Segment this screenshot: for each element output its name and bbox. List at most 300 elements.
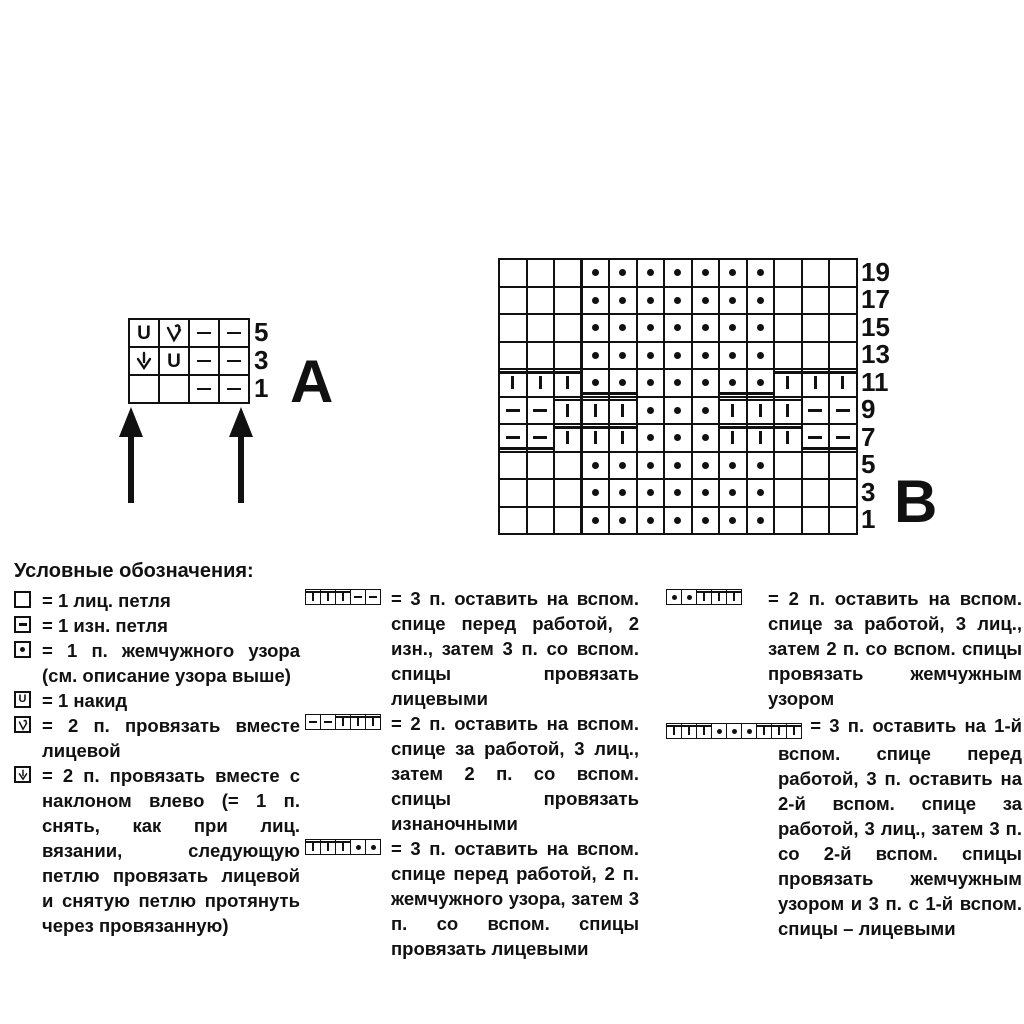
knit-bar-glyph xyxy=(312,843,314,851)
chart-cell xyxy=(775,508,803,536)
knit-bar-glyph xyxy=(566,404,569,417)
chart-cell xyxy=(638,288,666,316)
chart-cell xyxy=(130,320,160,348)
cable-overline xyxy=(321,591,335,593)
row-number-label: 3 xyxy=(861,476,876,507)
cable-overline xyxy=(830,371,856,374)
cable-strip-cell xyxy=(772,724,787,739)
purl-stitch-icon xyxy=(14,616,31,633)
seed-dot-glyph xyxy=(757,379,764,386)
chart-cell xyxy=(190,320,220,348)
chart-b-grid xyxy=(498,258,858,535)
legend-middle-column xyxy=(305,586,639,961)
seed-dot-glyph xyxy=(757,297,764,304)
knit-bar-glyph xyxy=(718,593,720,601)
yarnover-icon: U xyxy=(167,350,181,372)
seed-dot-glyph xyxy=(702,434,709,441)
seed-dot-glyph xyxy=(757,269,764,276)
chart-cell xyxy=(528,370,556,398)
chart-cell xyxy=(528,508,556,536)
knit-bar-glyph xyxy=(786,404,789,417)
cable-underline xyxy=(583,392,609,395)
legend-item-text: = 2 п. провязать вместе с наклоном влево (= 1 п. снять, как при лиц. вязании, следующую петлю провязать лицевой и снятую петлю протянуть через провязанную) xyxy=(42,765,300,936)
seed-dot-glyph xyxy=(647,324,654,331)
chart-cell xyxy=(583,398,611,426)
row-number-label: 11 xyxy=(861,366,889,397)
chart-cell xyxy=(160,320,190,348)
seed-dot-glyph xyxy=(757,462,764,469)
chart-b-letter: B xyxy=(894,468,936,535)
chart-cell xyxy=(775,453,803,481)
cable-overline xyxy=(775,426,801,429)
chart-cell xyxy=(130,376,160,404)
chart-cell xyxy=(830,288,858,316)
row-number-label: 19 xyxy=(861,256,890,287)
chart-cell xyxy=(528,398,556,426)
purl-dash-glyph xyxy=(836,436,850,439)
chart-cell xyxy=(775,315,803,343)
knit-bar-glyph xyxy=(673,727,675,735)
cable-strip-icon xyxy=(305,589,381,605)
cable-overline xyxy=(748,399,774,402)
cable-strip-icon xyxy=(305,839,381,855)
chart-cell xyxy=(610,260,638,288)
cable-underline xyxy=(610,392,636,395)
cable-strip-cell xyxy=(682,724,697,739)
chart-cell xyxy=(775,425,803,453)
chart-cell xyxy=(638,480,666,508)
chart-cell xyxy=(555,260,583,288)
knit-bar-glyph xyxy=(733,593,735,601)
cable-overline xyxy=(555,426,580,429)
seed-dot-glyph xyxy=(647,489,654,496)
knit-bar-glyph xyxy=(688,727,690,735)
seed-dot-glyph xyxy=(592,297,599,304)
chart-cell xyxy=(693,343,721,371)
chart-cell xyxy=(220,376,250,404)
chart-cell xyxy=(220,348,250,376)
seed-dot-glyph xyxy=(647,379,654,386)
yarnover-icon: U xyxy=(18,693,27,705)
legend-right-column xyxy=(666,586,1022,941)
chart-cell xyxy=(803,453,831,481)
cable-strip-cell xyxy=(366,840,381,855)
cable-overline xyxy=(336,591,350,593)
legend-item-text: = 1 лиц. петля xyxy=(42,590,171,611)
chart-cell xyxy=(803,288,831,316)
cable-strip-cell xyxy=(321,590,336,605)
cable-underline xyxy=(803,447,829,450)
seed-dot-glyph xyxy=(729,517,736,524)
purl-dash-glyph xyxy=(227,332,241,335)
seed-dot-glyph xyxy=(729,352,736,359)
cable-overline xyxy=(306,841,320,843)
purl-dash-glyph xyxy=(197,360,211,363)
cable-strip-cell xyxy=(757,724,772,739)
chart-cell xyxy=(665,370,693,398)
row-number-label: 9 xyxy=(861,394,876,425)
knit-bar-glyph xyxy=(759,431,762,444)
chart-cell xyxy=(583,453,611,481)
legend-item xyxy=(14,613,300,638)
chart-cell xyxy=(775,480,803,508)
seed-dot-glyph xyxy=(729,462,736,469)
purl-dash-glyph xyxy=(227,388,241,391)
chart-cell xyxy=(803,370,831,398)
legend-item-text: = 1 п. жемчужного узора (см. описание узора выше) xyxy=(42,640,300,686)
knit-bar-glyph xyxy=(594,431,597,444)
cable-strip-cell xyxy=(667,590,682,605)
purl-dash-glyph xyxy=(533,436,547,439)
seed-dot-glyph xyxy=(619,462,626,469)
seed-dot-glyph xyxy=(747,729,752,734)
knit-symbol xyxy=(14,588,42,608)
chart-cell xyxy=(693,480,721,508)
chart-cell xyxy=(583,315,611,343)
cable-strip-cell xyxy=(336,590,351,605)
knit-bar-glyph xyxy=(566,431,569,444)
chart-cell xyxy=(555,425,583,453)
chart-cell xyxy=(748,453,776,481)
knit-bar-glyph xyxy=(342,843,344,851)
knit-bar-glyph xyxy=(731,404,734,417)
knit-bar-glyph xyxy=(793,727,795,735)
row-number-label: 15 xyxy=(861,311,890,342)
chart-cell xyxy=(803,260,831,288)
chart-a-row-labels xyxy=(254,318,268,402)
seed-dot-glyph xyxy=(619,489,626,496)
chart-cell xyxy=(693,425,721,453)
chart-cell xyxy=(528,315,556,343)
cable-underline xyxy=(748,392,774,395)
cable-legend-item xyxy=(305,711,639,836)
cable-overline xyxy=(336,716,350,718)
cable-overline xyxy=(772,725,786,727)
purl-dash-glyph xyxy=(369,596,377,598)
cable-strip-cell xyxy=(712,724,727,739)
cable-legend-text: = 2 п. оставить на вспом. спице за работой, 3 лиц., затем 2 п. со вспом. спицы провязать изнаночными xyxy=(391,713,639,834)
chart-cell xyxy=(748,480,776,508)
seed-dot-glyph xyxy=(674,269,681,276)
knit-bar-glyph xyxy=(357,718,359,726)
cable-symbol xyxy=(305,836,391,855)
seed-dot-glyph xyxy=(729,297,736,304)
chart-cell xyxy=(500,260,528,288)
chart-cell xyxy=(830,508,858,536)
seed-dot-glyph xyxy=(702,407,709,414)
cable-strip-cell xyxy=(366,590,381,605)
cable-overline xyxy=(775,371,801,374)
chart-cell xyxy=(720,288,748,316)
seed-dot-glyph xyxy=(619,297,626,304)
purl-dash-glyph xyxy=(354,596,362,598)
purl-dash-glyph xyxy=(808,409,822,412)
chart-cell xyxy=(555,370,583,398)
seed-dot-glyph xyxy=(592,517,599,524)
cable-symbol xyxy=(666,716,802,741)
chart-cell xyxy=(555,453,583,481)
cable-underline xyxy=(830,447,856,450)
purl-dash-glyph xyxy=(19,623,27,625)
chart-cell xyxy=(665,315,693,343)
chart-cell xyxy=(555,398,583,426)
cable-strip-cell xyxy=(306,715,321,730)
chart-cell xyxy=(720,398,748,426)
seed-dot-glyph xyxy=(702,324,709,331)
cable-overline xyxy=(583,399,609,402)
cable-overline xyxy=(555,371,580,374)
purl-dash-glyph xyxy=(197,388,211,391)
chart-cell xyxy=(555,480,583,508)
cable-strip-icon xyxy=(666,723,802,739)
cable-legend-text: = 3 п. оставить на вспом. спице перед работой, 2 п. жемчужного узора, затем 3 п. со вспом. спицы провязать лицевыми xyxy=(391,838,639,959)
seed-dot-glyph xyxy=(371,845,376,850)
chart-cell xyxy=(555,508,583,536)
cable-underline xyxy=(500,447,526,450)
chart-cell xyxy=(775,398,803,426)
cable-overline xyxy=(583,426,609,429)
chart-cell xyxy=(638,508,666,536)
chart-cell xyxy=(748,315,776,343)
chart-cell xyxy=(500,315,528,343)
purl-dash-glyph xyxy=(197,332,211,335)
seed-dot-glyph xyxy=(757,489,764,496)
k2tog-stitch-icon xyxy=(14,716,31,733)
purl-dash-glyph xyxy=(227,360,241,363)
seed-symbol xyxy=(14,638,42,658)
seed-dot-glyph xyxy=(757,517,764,524)
seed-dot-glyph xyxy=(702,517,709,524)
row-number-label: 3 xyxy=(254,345,269,375)
seed-dot-glyph xyxy=(619,379,626,386)
yo-symbol xyxy=(14,688,42,708)
chart-cell xyxy=(190,348,220,376)
cable-overline xyxy=(351,716,365,718)
seed-dot-glyph xyxy=(674,517,681,524)
row-number-label: 13 xyxy=(861,339,890,370)
chart-cell xyxy=(693,288,721,316)
cable-strip-cell xyxy=(742,724,757,739)
chart-cell xyxy=(160,376,190,404)
seed-dot-glyph xyxy=(619,517,626,524)
seed-dot-glyph xyxy=(674,407,681,414)
repeat-arrow-right xyxy=(227,407,255,503)
cable-overline xyxy=(610,399,636,402)
chart-cell xyxy=(583,425,611,453)
cable-strip-icon xyxy=(305,714,381,730)
cable-underline xyxy=(720,392,746,395)
knit-bar-glyph xyxy=(342,593,344,601)
cable-strip-cell xyxy=(697,590,712,605)
yo-stitch-icon xyxy=(14,691,31,708)
chart-cell xyxy=(693,398,721,426)
chart-cell xyxy=(748,370,776,398)
yarnover-icon: U xyxy=(137,322,151,344)
chart-cell xyxy=(693,260,721,288)
row-number-label: 5 xyxy=(254,317,269,347)
chart-cell xyxy=(803,425,831,453)
seed-dot-glyph xyxy=(729,489,736,496)
chart-cell xyxy=(803,315,831,343)
seed-dot-glyph xyxy=(674,462,681,469)
seed-dot-glyph xyxy=(619,352,626,359)
chart-cell xyxy=(803,343,831,371)
chart-cell xyxy=(803,508,831,536)
cable-strip-cell xyxy=(697,724,712,739)
chart-cell xyxy=(830,315,858,343)
cable-overline xyxy=(366,716,380,718)
seed-dot-glyph xyxy=(592,379,599,386)
cable-overline xyxy=(727,591,741,593)
cable-overline xyxy=(528,371,554,374)
cable-symbol xyxy=(666,586,768,605)
knit-bar-glyph xyxy=(759,404,762,417)
knit-bar-glyph xyxy=(327,843,329,851)
row-number-label: 5 xyxy=(861,449,876,480)
knit-bar-glyph xyxy=(841,376,844,389)
seed-dot-glyph xyxy=(619,324,626,331)
k2tog-icon xyxy=(17,719,29,731)
cable-overline xyxy=(748,426,774,429)
chart-cell xyxy=(638,398,666,426)
chart-cell xyxy=(583,508,611,536)
seed-dot-glyph xyxy=(702,462,709,469)
knit-bar-glyph xyxy=(566,376,569,389)
seed-dot-glyph xyxy=(356,845,361,850)
row-number-label: 1 xyxy=(861,504,876,535)
cable-overline xyxy=(757,725,771,727)
chart-cell xyxy=(555,343,583,371)
cable-strip-cell xyxy=(336,715,351,730)
seed-dot-glyph xyxy=(647,297,654,304)
cable-strip-cell xyxy=(336,840,351,855)
legend-item xyxy=(14,638,300,688)
chart-cell xyxy=(665,453,693,481)
chart-cell xyxy=(803,480,831,508)
chart-cell xyxy=(830,425,858,453)
seed-dot-glyph xyxy=(619,269,626,276)
chart-cell xyxy=(665,398,693,426)
cable-strip-cell xyxy=(712,590,727,605)
chart-cell xyxy=(720,480,748,508)
row-number-label: 17 xyxy=(861,284,890,315)
skp-symbol xyxy=(14,763,42,783)
knit-bar-glyph xyxy=(594,404,597,417)
chart-cell xyxy=(693,370,721,398)
chart-cell xyxy=(830,453,858,481)
purl-symbol xyxy=(14,613,42,633)
chart-cell xyxy=(638,453,666,481)
purl-dash-glyph xyxy=(808,436,822,439)
seed-dot-glyph xyxy=(20,647,25,652)
chart-cell xyxy=(748,508,776,536)
purl-dash-glyph xyxy=(309,721,317,723)
seed-dot-glyph xyxy=(592,352,599,359)
chart-cell xyxy=(583,370,611,398)
chart-a-letter: A xyxy=(290,348,332,415)
seed-dot-glyph xyxy=(647,407,654,414)
chart-cell xyxy=(583,288,611,316)
cable-legend-item xyxy=(778,713,1022,941)
chart-cell xyxy=(500,398,528,426)
purl-dash-glyph xyxy=(836,409,850,412)
chart-cell xyxy=(665,343,693,371)
legend-item-text: = 1 накид xyxy=(42,690,128,711)
knit-bar-glyph xyxy=(621,431,624,444)
chart-cell xyxy=(500,480,528,508)
chart-cell xyxy=(830,480,858,508)
chart-cell xyxy=(748,398,776,426)
chart-cell xyxy=(500,425,528,453)
knit-bar-glyph xyxy=(814,376,817,389)
chart-cell xyxy=(610,508,638,536)
legend-item-text: = 1 изн. петля xyxy=(42,615,168,636)
chart-cell xyxy=(528,453,556,481)
cable-strip-cell xyxy=(727,590,742,605)
knit-bar-glyph xyxy=(539,376,542,389)
chart-cell xyxy=(720,343,748,371)
chart-cell xyxy=(775,260,803,288)
cable-overline xyxy=(803,371,829,374)
chart-cell xyxy=(583,343,611,371)
legend-item xyxy=(14,688,300,713)
chart-cell xyxy=(720,508,748,536)
seed-dot-glyph xyxy=(702,297,709,304)
seed-dot-glyph xyxy=(674,489,681,496)
knit-bar-glyph xyxy=(786,376,789,389)
chart-cell xyxy=(693,453,721,481)
seed-dot-glyph xyxy=(757,324,764,331)
chart-cell xyxy=(830,343,858,371)
seed-dot-glyph xyxy=(672,595,677,600)
legend-title: Условные обозначения: xyxy=(14,560,254,582)
knit-bar-glyph xyxy=(786,431,789,444)
seed-dot-glyph xyxy=(674,324,681,331)
chart-cell xyxy=(160,348,190,376)
cable-strip-cell xyxy=(306,590,321,605)
chart-cell xyxy=(830,398,858,426)
row-number-label: 7 xyxy=(861,421,876,452)
seed-dot-glyph xyxy=(647,434,654,441)
legend-item-text: = 2 п. провязать вместе лицевой xyxy=(42,715,300,761)
cable-symbol xyxy=(305,711,391,730)
chart-cell xyxy=(720,453,748,481)
knit-bar-glyph xyxy=(621,404,624,417)
chart-cell xyxy=(638,343,666,371)
seed-dot-glyph xyxy=(647,352,654,359)
seed-dot-glyph xyxy=(647,517,654,524)
purl-dash-glyph xyxy=(533,409,547,412)
chart-cell xyxy=(610,480,638,508)
chart-cell xyxy=(583,260,611,288)
chart-cell xyxy=(638,370,666,398)
cable-overline xyxy=(336,841,350,843)
purl-dash-glyph xyxy=(324,721,332,723)
cable-overline xyxy=(712,591,726,593)
chart-cell xyxy=(555,288,583,316)
cable-strip-cell xyxy=(351,715,366,730)
chart-a-grid xyxy=(128,318,250,404)
chart-cell xyxy=(830,370,858,398)
seed-dot-glyph xyxy=(592,462,599,469)
seed-dot-glyph xyxy=(729,324,736,331)
chart-cell xyxy=(610,370,638,398)
chart-cell xyxy=(775,288,803,316)
cable-overline xyxy=(667,725,681,727)
chart-cell xyxy=(720,260,748,288)
chart-cell xyxy=(500,370,528,398)
chart-cell xyxy=(610,398,638,426)
